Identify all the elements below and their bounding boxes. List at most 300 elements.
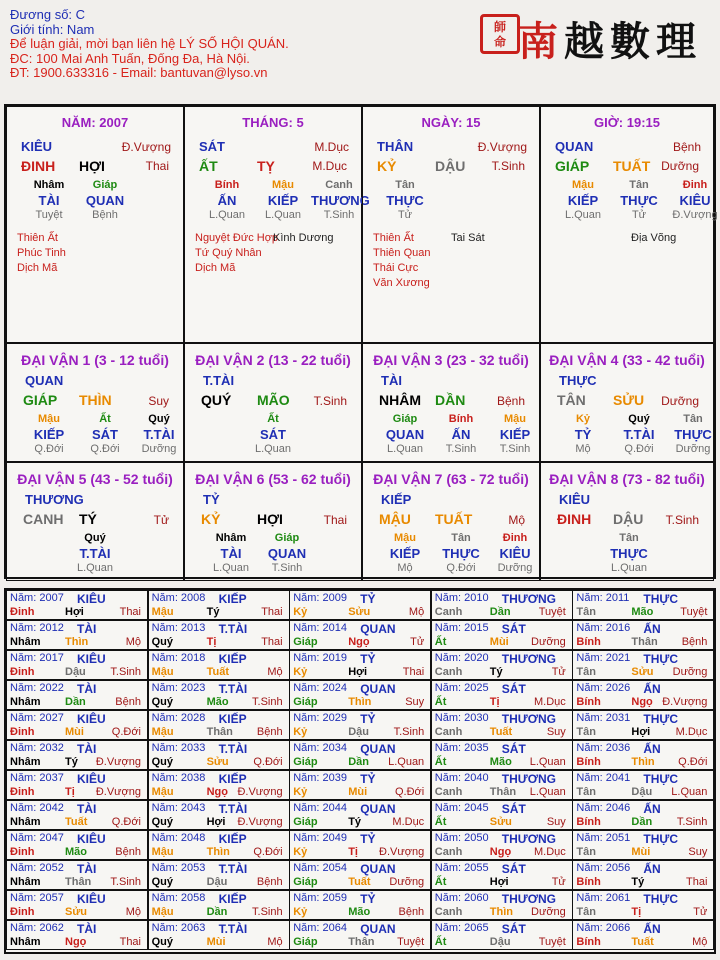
year-label: Năm: 2009 bbox=[293, 592, 347, 604]
hidden-state: L.Quan bbox=[264, 209, 302, 221]
hidden-state: L.Quan bbox=[564, 209, 602, 221]
year-stage: Mộ bbox=[125, 906, 141, 918]
hidden-ten-god: TÀI bbox=[38, 193, 60, 208]
luck-stem: ĐINH bbox=[557, 511, 592, 527]
year-stem: Tân bbox=[576, 786, 596, 798]
year-branch: Tị bbox=[489, 696, 500, 708]
year-stage: T.Sinh bbox=[110, 666, 141, 678]
year-label: Năm: 2023 bbox=[151, 682, 206, 694]
luck-hidden-state: L.Quan bbox=[610, 562, 648, 574]
pillar-ten-god: KIÊU bbox=[21, 139, 53, 154]
luck-hidden-ten-god: ẤN bbox=[451, 427, 471, 442]
year-stage: L.Quan bbox=[529, 756, 566, 768]
year-label: Năm: 2059 bbox=[293, 892, 347, 904]
year-ten-god: THƯƠNG bbox=[501, 832, 556, 846]
year-branch: Tuất bbox=[65, 816, 88, 828]
luck-hidden-state: Mộ bbox=[575, 443, 591, 455]
year-cell bbox=[431, 800, 573, 830]
year-branch: Tị bbox=[348, 846, 358, 858]
hidden-state: T.Sinh bbox=[323, 209, 355, 221]
pillar-title: THÁNG: 5 bbox=[242, 115, 304, 130]
year-ten-god: THỰC bbox=[643, 652, 679, 666]
year-branch: Ngọ bbox=[631, 696, 653, 708]
luck-hidden-state: Q.Đới bbox=[624, 443, 654, 455]
year-ten-god: THƯƠNG bbox=[501, 592, 556, 606]
year-ten-god: TỶ bbox=[360, 592, 376, 606]
year-stage: Q.Đới bbox=[111, 726, 141, 738]
luck-ten-god: KIẾP bbox=[381, 492, 412, 507]
year-cell bbox=[572, 890, 714, 920]
year-stem: Đinh bbox=[10, 666, 35, 678]
luck-hidden-stem: Nhâm bbox=[215, 532, 247, 544]
luck-stem: MẬU bbox=[379, 511, 411, 527]
year-label: Năm: 2034 bbox=[293, 742, 347, 754]
luck-pillar-cell bbox=[362, 462, 540, 581]
luck-ten-god: THƯƠNG bbox=[25, 492, 84, 507]
year-stem: Nhâm bbox=[10, 876, 41, 888]
year-stem: Mậu bbox=[151, 606, 174, 618]
hidden-stem: Tân bbox=[629, 179, 649, 191]
year-ten-god: TÀI bbox=[77, 742, 97, 756]
year-cell bbox=[6, 620, 148, 650]
year-branch: Tị bbox=[631, 906, 642, 918]
hidden-stem: Canh bbox=[325, 179, 353, 191]
star-right: Tai Sát bbox=[451, 232, 485, 244]
year-branch: Sửu bbox=[348, 606, 371, 618]
hidden-stem: Bính bbox=[214, 179, 240, 191]
year-stage: Tuyệt bbox=[538, 936, 566, 948]
year-stage: Tử bbox=[551, 876, 566, 888]
year-stage: Q.Đới bbox=[253, 846, 283, 858]
hidden-stem: Giáp bbox=[92, 179, 118, 191]
luck-stem: NHÂM bbox=[379, 392, 421, 408]
year-cell bbox=[289, 650, 431, 680]
year-ten-god: ẤN bbox=[643, 682, 661, 696]
year-branch: Mão bbox=[65, 846, 87, 858]
year-label: Năm: 2030 bbox=[434, 712, 489, 724]
pillar-cell bbox=[362, 106, 540, 343]
year-ten-god: SÁT bbox=[501, 802, 526, 816]
year-cell bbox=[572, 770, 714, 800]
luck-pillar-cell bbox=[540, 343, 714, 462]
year-stage: Q.Đới bbox=[678, 756, 708, 768]
year-label: Năm: 2036 bbox=[576, 742, 631, 754]
year-stem: Canh bbox=[434, 846, 463, 858]
year-ten-god: ẤN bbox=[643, 742, 661, 756]
year-label: Năm: 2049 bbox=[293, 832, 347, 844]
luck-stem: KỶ bbox=[201, 511, 221, 527]
year-label: Năm: 2043 bbox=[151, 802, 206, 814]
year-ten-god: KIẾP bbox=[218, 892, 247, 906]
year-stem: Quý bbox=[151, 636, 173, 648]
luck-stage: Dưỡng bbox=[661, 394, 699, 408]
luck-pillar-cell bbox=[184, 343, 362, 462]
luck-hidden-stem: Mậu bbox=[38, 413, 60, 425]
year-stem: Bính bbox=[576, 936, 601, 948]
pillar-cell bbox=[184, 106, 370, 343]
year-stem: Ất bbox=[434, 696, 447, 708]
year-branch: Tuất bbox=[348, 876, 371, 888]
luck-hidden-stem: Quý bbox=[148, 413, 170, 425]
year-ten-god: QUAN bbox=[360, 922, 396, 936]
year-label: Năm: 2017 bbox=[10, 652, 64, 664]
pillar-branch: HỢI bbox=[79, 158, 105, 174]
year-cell bbox=[148, 770, 290, 800]
year-label: Năm: 2058 bbox=[151, 892, 206, 904]
luck-hidden-ten-god: TỶ bbox=[574, 427, 592, 442]
year-cell bbox=[431, 740, 573, 770]
pillar-title: NĂM: 2007 bbox=[61, 115, 129, 130]
luck-ten-god: THỰC bbox=[559, 373, 597, 388]
year-ten-god: KIẾP bbox=[218, 832, 247, 846]
year-stage: Tử bbox=[551, 666, 566, 678]
contact-address: ĐC: 100 Mai Anh Tuấn, Đống Đa, Hà Nội. bbox=[10, 50, 250, 66]
luck-hidden-stem: Mậu bbox=[394, 532, 416, 544]
year-label: Năm: 2045 bbox=[434, 802, 489, 814]
year-ten-god: THỰC bbox=[643, 772, 679, 786]
star-right: Kình Dương bbox=[273, 232, 334, 244]
pillar-shen: M.Dục bbox=[314, 140, 349, 154]
year-cell bbox=[148, 830, 290, 860]
year-branch: Tị bbox=[206, 636, 217, 648]
year-ten-god: SÁT bbox=[501, 862, 526, 876]
year-stage: Thai bbox=[261, 606, 283, 618]
year-ten-god: TÀI bbox=[77, 862, 97, 876]
year-label: Năm: 2061 bbox=[576, 892, 631, 904]
year-branch: Mùi bbox=[348, 786, 368, 798]
year-label: Năm: 2054 bbox=[293, 862, 347, 874]
luck-hidden-stem: Kỷ bbox=[575, 413, 591, 425]
year-cell bbox=[431, 650, 573, 680]
star-left: Dịch Mã bbox=[195, 262, 236, 274]
luck-hidden-state: L.Quan bbox=[386, 443, 424, 455]
luck-pillar-title: ĐẠI VẬN 6 (53 - 62 tuổi) bbox=[195, 471, 351, 487]
year-branch: Ngọ bbox=[348, 636, 370, 648]
year-ten-god: QUAN bbox=[360, 862, 396, 876]
pillar-stem: KỶ bbox=[377, 158, 397, 174]
year-branch: Hợi bbox=[206, 816, 226, 828]
hidden-ten-god: KIÊU bbox=[679, 193, 711, 208]
year-label: Năm: 2011 bbox=[576, 592, 630, 604]
year-branch: Mão bbox=[631, 606, 654, 618]
year-ten-god: TỶ bbox=[360, 892, 376, 906]
luck-hidden-ten-god: T.TÀI bbox=[143, 427, 175, 442]
year-ten-god: QUAN bbox=[360, 742, 396, 756]
contact-note: Để luận giải, mời bạn liên hệ LÝ SỐ HỘI QUÁN. bbox=[10, 36, 289, 51]
luck-ten-god: T.TÀI bbox=[203, 373, 235, 388]
year-ten-god: KIẾP bbox=[218, 712, 247, 726]
star-left: Thiên Ất bbox=[17, 232, 58, 244]
year-stage: Đ.Vượng bbox=[379, 846, 425, 858]
year-label: Năm: 2025 bbox=[434, 682, 489, 694]
year-cell bbox=[289, 680, 431, 710]
year-stage: Bệnh bbox=[115, 696, 141, 708]
year-branch: Thân bbox=[348, 936, 375, 948]
year-stage: Suy bbox=[405, 696, 425, 708]
year-branch: Thân bbox=[489, 786, 517, 798]
year-stage: T.Sinh bbox=[393, 726, 425, 738]
pillar-branch: TỴ bbox=[257, 158, 275, 174]
year-branch: Tuất bbox=[631, 936, 654, 948]
year-label: Năm: 2032 bbox=[10, 742, 64, 754]
year-stage: M.Dục bbox=[534, 846, 566, 858]
luck-pillar-title: ĐẠI VẬN 2 (13 - 22 tuổi) bbox=[195, 352, 351, 368]
pillar-branch: DẬU bbox=[435, 158, 466, 174]
year-label: Năm: 2038 bbox=[151, 772, 206, 784]
luck-hidden-state: L.Quan bbox=[212, 562, 250, 574]
year-label: Năm: 2047 bbox=[10, 832, 64, 844]
year-cell bbox=[572, 650, 714, 680]
year-label: Năm: 2029 bbox=[293, 712, 347, 724]
year-branch: Hợi bbox=[65, 606, 84, 618]
year-stage: Tử bbox=[693, 906, 708, 918]
year-cell bbox=[289, 770, 431, 800]
hidden-state: Đ.Vượng bbox=[672, 209, 718, 221]
year-branch: Dậu bbox=[348, 726, 369, 738]
year-stage: T.Sinh bbox=[252, 696, 283, 708]
hidden-state: Tuyệt bbox=[35, 209, 63, 221]
year-label: Năm: 2008 bbox=[151, 592, 206, 604]
pillar-ten-god: THÂN bbox=[377, 139, 414, 154]
pillar-stem: GIÁP bbox=[555, 158, 590, 174]
year-branch: Sửu bbox=[65, 906, 88, 918]
year-branch: Dậu bbox=[489, 936, 511, 948]
year-stem: Quý bbox=[151, 816, 173, 828]
year-stem: Canh bbox=[434, 726, 463, 738]
luck-stage: Suy bbox=[148, 394, 169, 408]
year-stage: L.Quan bbox=[671, 786, 708, 798]
year-stem: Giáp bbox=[293, 936, 318, 948]
luck-hidden-ten-god: THỰC bbox=[674, 427, 712, 442]
pillar-title: NGÀY: 15 bbox=[421, 115, 481, 130]
year-ten-god: THƯƠNG bbox=[501, 892, 556, 906]
luck-hidden-state: L.Quan bbox=[254, 443, 292, 455]
star-right: Địa Võng bbox=[631, 232, 677, 244]
year-label: Năm: 2039 bbox=[293, 772, 347, 784]
year-stem: Tân bbox=[576, 666, 596, 678]
hidden-state: Tử bbox=[631, 209, 647, 221]
year-ten-god: ẤN bbox=[643, 862, 661, 876]
year-ten-god: THỰC bbox=[643, 712, 679, 726]
pillar-stage: M.Dục bbox=[312, 159, 347, 173]
year-stem: Kỷ bbox=[293, 906, 308, 918]
luck-branch: THÌN bbox=[79, 392, 112, 408]
year-stage: Đ.Vượng bbox=[662, 696, 708, 708]
year-branch: Thìn bbox=[65, 636, 89, 648]
pillar-shen: Đ.Vượng bbox=[121, 140, 171, 154]
year-stage: M.Dục bbox=[534, 696, 566, 708]
hidden-ten-god: QUAN bbox=[85, 193, 125, 208]
luck-hidden-state: Q.Đới bbox=[90, 443, 120, 455]
hidden-stem: Mậu bbox=[572, 179, 594, 191]
year-branch: Thân bbox=[631, 636, 658, 648]
year-cell bbox=[572, 830, 714, 860]
year-branch: Thìn bbox=[348, 696, 372, 708]
year-cell bbox=[572, 920, 714, 950]
year-stem: Đinh bbox=[10, 726, 35, 738]
year-ten-god: THƯƠNG bbox=[501, 712, 556, 726]
year-stage: Dưỡng bbox=[672, 666, 708, 678]
year-stem: Kỷ bbox=[293, 846, 308, 858]
year-stage: Đ.Vượng bbox=[237, 786, 283, 798]
year-label: Năm: 2033 bbox=[151, 742, 206, 754]
luck-pillar-cell bbox=[6, 462, 184, 581]
year-label: Năm: 2041 bbox=[576, 772, 631, 784]
luck-hidden-stem: Đinh bbox=[502, 532, 528, 544]
year-ten-god: QUAN bbox=[360, 802, 396, 816]
year-cell bbox=[289, 710, 431, 740]
star-left: Dịch Mã bbox=[17, 262, 58, 274]
year-ten-god: SÁT bbox=[501, 922, 526, 936]
year-stage: Bệnh bbox=[681, 636, 708, 648]
year-cell bbox=[289, 860, 431, 890]
year-cell bbox=[148, 590, 290, 620]
year-ten-god: TÀI bbox=[77, 622, 97, 636]
year-ten-god: THỰC bbox=[643, 832, 679, 846]
star-left: Nguyệt Đức Hợp bbox=[195, 232, 279, 244]
year-stage: Q.Đới bbox=[111, 816, 141, 828]
year-stage: Đ.Vượng bbox=[95, 756, 141, 768]
year-stem: Mậu bbox=[151, 786, 174, 798]
hidden-stem: Tân bbox=[395, 179, 415, 191]
year-cell bbox=[148, 620, 290, 650]
year-cell bbox=[572, 710, 714, 740]
red-seal-icon: 師 命 bbox=[480, 14, 520, 54]
year-stage: Suy bbox=[688, 846, 708, 858]
year-ten-god: TÀI bbox=[77, 802, 97, 816]
year-cell bbox=[6, 590, 148, 620]
year-cell bbox=[431, 920, 573, 950]
year-stage: Mộ bbox=[125, 636, 141, 648]
hidden-state: Tử bbox=[397, 209, 413, 221]
luck-stage: T.Sinh bbox=[313, 394, 347, 408]
subject-name: Đương số: C bbox=[10, 7, 86, 22]
luck-hidden-stem: Quý bbox=[84, 532, 106, 544]
luck-pillar-title: ĐẠI VẬN 7 (63 - 72 tuổi) bbox=[373, 471, 529, 487]
year-stem: Tân bbox=[576, 606, 596, 618]
year-stem: Kỷ bbox=[293, 666, 308, 678]
year-label: Năm: 2031 bbox=[576, 712, 631, 724]
year-label: Năm: 2040 bbox=[434, 772, 489, 784]
year-branch: Dậu bbox=[631, 786, 653, 798]
year-cell bbox=[148, 680, 290, 710]
year-stage: Dưỡng bbox=[531, 906, 566, 918]
luck-stage: Mộ bbox=[508, 513, 525, 527]
year-ten-god: KIÊU bbox=[77, 712, 106, 726]
luck-hidden-state: Mộ bbox=[397, 562, 413, 574]
year-branch: Mùi bbox=[65, 726, 84, 738]
year-cell bbox=[431, 620, 573, 650]
year-branch: Hợi bbox=[489, 876, 509, 888]
year-label: Năm: 2055 bbox=[434, 862, 489, 874]
pillar-ten-god: QUAN bbox=[555, 139, 594, 154]
year-stem: Bính bbox=[576, 876, 601, 888]
year-stem: Quý bbox=[151, 936, 173, 948]
year-ten-god: KIÊU bbox=[77, 772, 106, 786]
year-ten-god: T.TÀI bbox=[218, 802, 248, 816]
year-branch: Mùi bbox=[631, 846, 651, 858]
luck-hidden-ten-god: THỰC bbox=[610, 546, 648, 561]
year-ten-god: T.TÀI bbox=[218, 622, 248, 636]
year-stem: Ất bbox=[434, 636, 447, 648]
year-cell bbox=[431, 770, 573, 800]
year-stem: Giáp bbox=[293, 696, 318, 708]
year-cell bbox=[6, 650, 148, 680]
year-label: Năm: 2022 bbox=[10, 682, 64, 694]
annual-luck-table bbox=[4, 588, 716, 954]
year-branch: Ngọ bbox=[65, 936, 87, 948]
year-cell bbox=[289, 830, 431, 860]
year-ten-god: KIẾP bbox=[218, 592, 247, 606]
pillar-ten-god: SÁT bbox=[199, 139, 225, 154]
year-branch: Mão bbox=[489, 756, 512, 768]
pillar-stage: Dưỡng bbox=[661, 159, 699, 173]
pillar-stem: ĐINH bbox=[21, 158, 56, 174]
luck-hidden-stem: Giáp bbox=[274, 532, 300, 544]
luck-stem: QUÝ bbox=[201, 392, 232, 408]
year-branch: Hợi bbox=[348, 666, 368, 678]
year-stage: Thai bbox=[119, 606, 141, 618]
year-ten-god: THƯƠNG bbox=[501, 652, 556, 666]
luck-hidden-stem: Giáp bbox=[392, 413, 418, 425]
brand-wordmark: 南越數理 bbox=[518, 18, 702, 65]
year-stem: Mậu bbox=[151, 666, 174, 678]
year-stage: M.Dục bbox=[675, 726, 708, 738]
year-stem: Tân bbox=[576, 846, 596, 858]
luck-pillar-title: ĐẠI VẬN 4 (33 - 42 tuổi) bbox=[549, 352, 705, 368]
year-label: Năm: 2021 bbox=[576, 652, 631, 664]
year-label: Năm: 2007 bbox=[10, 592, 64, 604]
year-ten-god: THƯƠNG bbox=[501, 772, 556, 786]
year-branch: Dần bbox=[65, 696, 86, 708]
year-stem: Kỷ bbox=[293, 726, 308, 738]
year-stem: Kỷ bbox=[293, 606, 308, 618]
year-stem: Nhâm bbox=[10, 756, 41, 768]
year-stage: Mộ bbox=[267, 666, 283, 678]
luck-pillar-cell bbox=[362, 343, 540, 462]
year-stage: T.Sinh bbox=[252, 906, 283, 918]
year-cell bbox=[148, 710, 290, 740]
year-cell bbox=[6, 800, 148, 830]
year-stem: Đinh bbox=[10, 606, 35, 618]
year-stage: Suy bbox=[546, 816, 566, 828]
year-stem: Quý bbox=[151, 696, 173, 708]
year-stem: Giáp bbox=[293, 756, 318, 768]
luck-hidden-state: Q.Đới bbox=[34, 443, 64, 455]
year-label: Năm: 2046 bbox=[576, 802, 631, 814]
year-stage: Tuyệt bbox=[538, 606, 566, 618]
year-stem: Giáp bbox=[293, 876, 318, 888]
luck-pillar-title: ĐẠI VẬN 5 (43 - 52 tuổi) bbox=[17, 471, 173, 487]
year-stage: Q.Đới bbox=[394, 786, 425, 798]
year-label: Năm: 2010 bbox=[434, 592, 489, 604]
year-ten-god: KIÊU bbox=[77, 892, 106, 906]
luck-pillar-title: ĐẠI VẬN 3 (23 - 32 tuổi) bbox=[373, 352, 529, 368]
year-cell bbox=[572, 680, 714, 710]
year-stage: T.Sinh bbox=[676, 816, 708, 828]
chart-grid bbox=[4, 104, 716, 579]
year-cell bbox=[572, 620, 714, 650]
year-stem: Bính bbox=[576, 696, 601, 708]
year-cell bbox=[289, 620, 431, 650]
luck-hidden-ten-god: T.TÀI bbox=[79, 546, 111, 561]
year-stage: Tử bbox=[410, 636, 425, 648]
luck-hidden-state: Dưỡng bbox=[497, 562, 533, 574]
year-cell bbox=[431, 680, 573, 710]
year-stem: Ất bbox=[434, 876, 447, 888]
year-ten-god: ẤN bbox=[643, 802, 661, 816]
year-branch: Dần bbox=[489, 606, 511, 618]
